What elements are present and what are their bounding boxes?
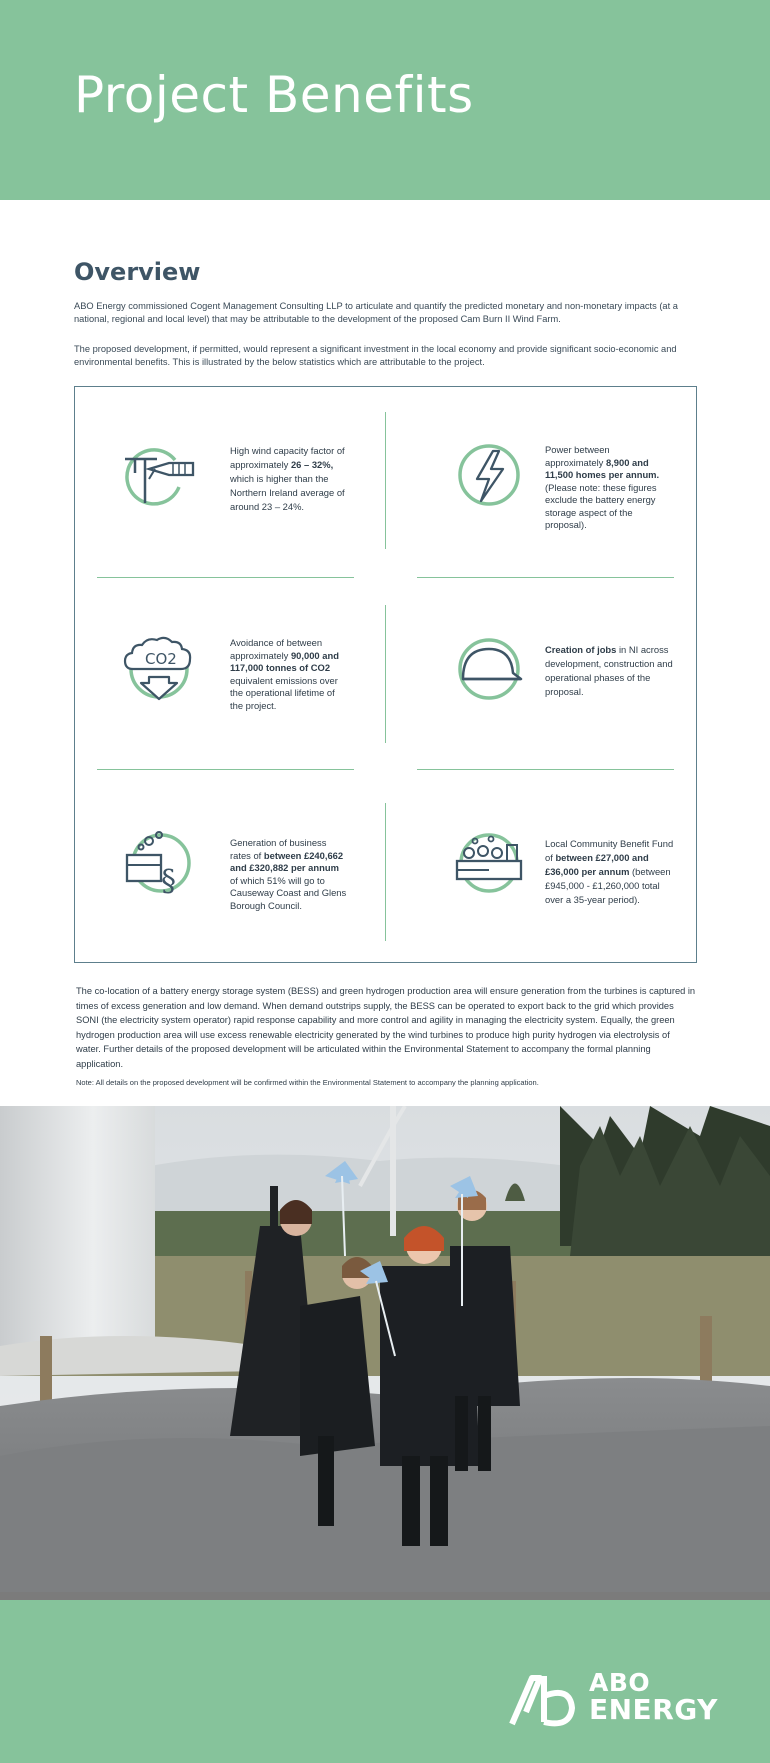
header-banner xyxy=(0,0,770,200)
stat-text: of which 51% will go to Causeway Coast and Glens Borough Council. xyxy=(230,874,347,911)
co2-cloud-icon xyxy=(119,627,199,707)
photo-illustration xyxy=(0,1106,770,1597)
photo-schoolchildren-wind-turbine xyxy=(0,1106,770,1597)
divider xyxy=(417,577,674,578)
lightning-bolt-icon xyxy=(449,435,529,515)
divider xyxy=(385,605,386,743)
page-title: Project Benefits xyxy=(74,66,474,124)
divider xyxy=(97,577,354,578)
bess-paragraph: The co-location of a battery energy storage system (BESS) and green hydrogen production area will ensure generation from the turbines is captured in times of excess generation and low demand. When demand outstrips supply, the BESS can be operated to export back to the grid which provides SONI (the electricity system operator) rapid response capability and more control and agility in managing the electricity system. Equally, the green hydrogen production area will use excess renewable electricity generated by the wind turbines to produce high purity hydrogen via electrolysis of water. Further details of the proposed development will be articulated within the Environmental Statement to accompany the formal planning application. xyxy=(76,986,696,1069)
stat-text: High wind capacity factor of approximately xyxy=(230,445,345,470)
stat-text: Local Community Benefit Fund of xyxy=(545,838,674,863)
stat-text: Avoidance of between approximately xyxy=(230,637,323,661)
stat-text: in NI across development, construction and operational phases of the proposal. xyxy=(545,644,673,697)
stat-highlight: between £240,662 and £320,882 per annum xyxy=(230,849,344,873)
svg-text:§: § xyxy=(161,864,176,899)
overview-heading: Overview xyxy=(74,258,201,286)
stat-text: (Please note: these figures exclude the battery energy storage aspect of the proposal). xyxy=(545,481,657,530)
svg-text:CO2: CO2 xyxy=(145,650,177,668)
abo-energy-logo xyxy=(508,1670,728,1730)
business-rates-icon xyxy=(119,821,199,901)
stat-text: (between £945,000 - £1,260,000 total over a 35-year period). xyxy=(545,866,671,905)
stat-highlight: between £27,000 and £36,000 per annum xyxy=(545,852,649,877)
logo-text-abo: ABO xyxy=(589,1668,651,1697)
stat-highlight: Creation of jobs xyxy=(545,644,617,655)
logo-text-energy: ENERGY xyxy=(589,1693,718,1726)
footnote: Note: All details on the proposed development will be confirmed within the Environmental Statement to accompany the planning application. xyxy=(76,1078,539,1087)
divider xyxy=(385,803,386,941)
stat-text: Generation of business rates of xyxy=(230,837,327,861)
overview-paragraph-1: ABO Energy commissioned Cogent Management Consulting LLP to articulate and quantify the predicted monetary and non-monetary impacts (at a national, regional and local level) that may be attributable to the development of the proposed Cam Burn II Wind Farm. xyxy=(74,301,678,324)
divider xyxy=(97,769,354,770)
divider xyxy=(385,412,386,549)
abo-logo-mark-icon xyxy=(508,1672,580,1728)
statistics-panel xyxy=(74,386,697,963)
divider xyxy=(417,769,674,770)
photo-bottom-border xyxy=(0,1592,770,1600)
stat-text: Power between approximately xyxy=(545,444,610,468)
overview-paragraph-2: The proposed development, if permitted, would represent a significant investment in the local economy and provide significant socio-economic and environmental benefits. This is illustrated by the below statistics which are attributable to the project. xyxy=(74,344,677,367)
stat-text: equivalent emissions over the operational lifetime of the project. xyxy=(230,674,338,711)
stat-highlight: 90,000 and 117,000 tonnes of CO2 xyxy=(230,649,339,673)
community-fund-icon xyxy=(449,821,529,901)
stat-highlight: 8,900 and 11,500 homes per annum. xyxy=(545,456,660,480)
wind-turbine-icon xyxy=(119,435,199,515)
hard-hat-icon xyxy=(449,627,529,707)
stat-text: which is higher than the Northern Ireland average of around 23 – 24%. xyxy=(230,473,345,512)
stat-highlight: 26 – 32%, xyxy=(290,459,334,470)
